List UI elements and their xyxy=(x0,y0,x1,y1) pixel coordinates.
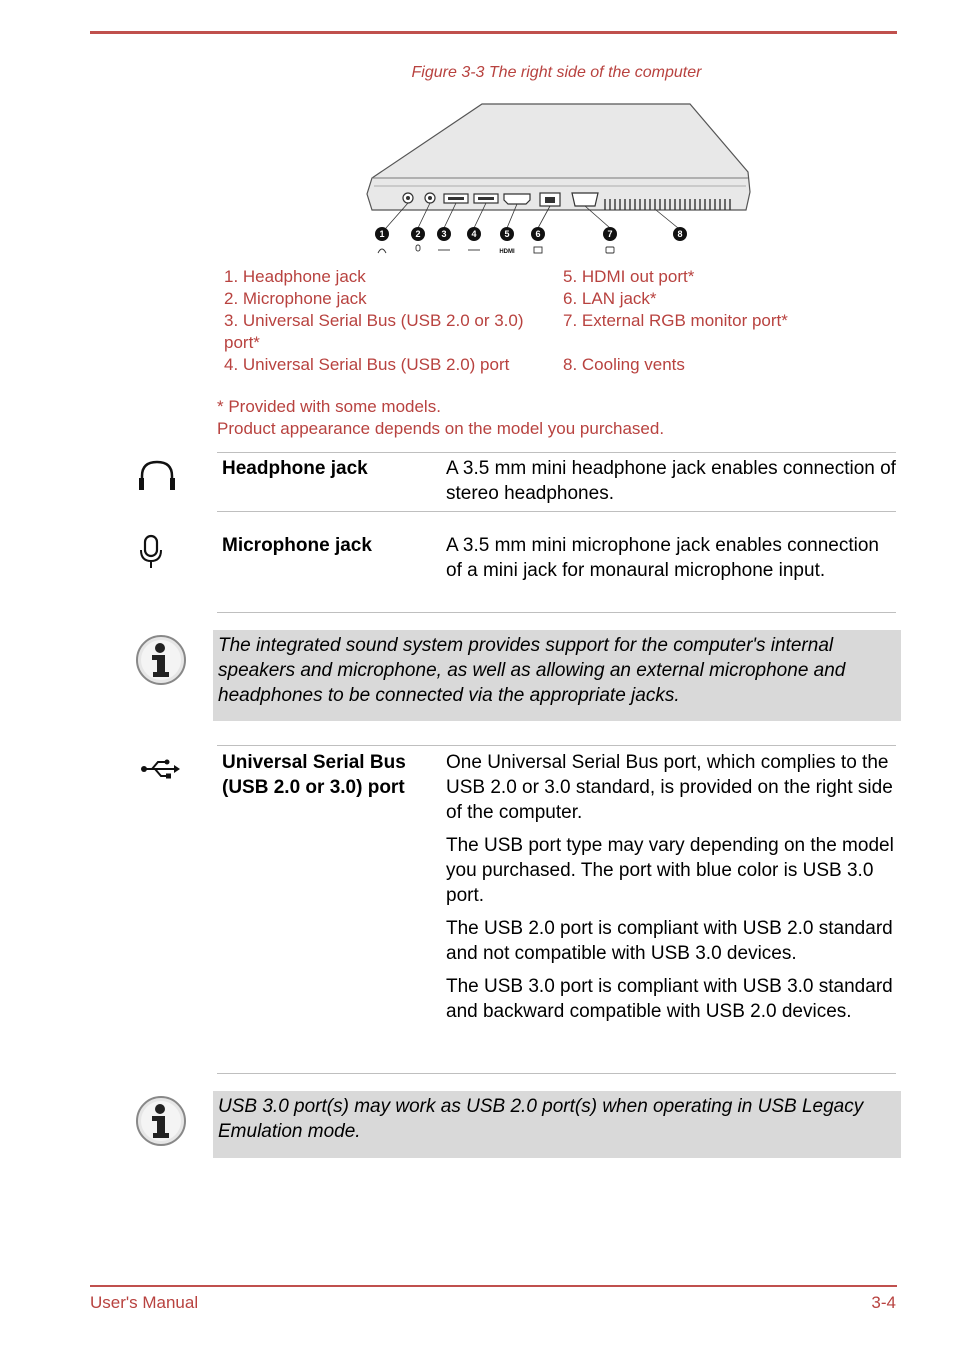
callout-3: 3 xyxy=(441,229,447,239)
usb-paragraph: One Universal Serial Bus port, which complies to the USB 2.0 or 3.0 standard, is provided on the right side of the computer. xyxy=(446,752,893,823)
legend-item: 7. External RGB monitor port* xyxy=(563,311,788,330)
legend-item: 4. Universal Serial Bus (USB 2.0) port xyxy=(224,355,510,374)
headphone-desc: A 3.5 mm mini headphone jack enables connection of stereo headphones. xyxy=(446,458,896,504)
models-note: * Provided with some models. xyxy=(217,397,441,416)
microphone-desc: A 3.5 mm mini microphone jack enables connection of a mini jack for monaural microphone input. xyxy=(446,535,880,581)
table-rule xyxy=(217,612,896,613)
note-box-usb-legacy: USB 3.0 port(s) may work as USB 2.0 port(s) when operating in USB Legacy Emulation mode. xyxy=(213,1091,901,1158)
legend-item: 3. Universal Serial Bus (USB 2.0 or 3.0) port* xyxy=(224,311,524,352)
legend-item: 6. LAN jack* xyxy=(563,289,657,308)
usb-icon xyxy=(140,758,180,780)
usb-desc xyxy=(446,750,896,1032)
appearance-note: Product appearance depends on the model you purchased. xyxy=(217,419,665,438)
figure-legend-right xyxy=(563,266,893,376)
figure-legend-left xyxy=(224,266,554,376)
table-rule xyxy=(217,745,896,746)
mini-lan-icon xyxy=(534,247,542,253)
legend-item: 8. Cooling vents xyxy=(563,355,685,374)
callout-1: 1 xyxy=(379,229,385,239)
microphone-icon xyxy=(138,534,164,570)
headphone-icon xyxy=(137,458,177,494)
footer-manual-title: User's Manual xyxy=(90,1293,199,1312)
usb-term xyxy=(222,750,406,800)
note-box-sound: The integrated sound system provides support for the computer's internal speakers and microphone, as well as allowing an external microphone and headphones to be connected via the appropriate jacks. xyxy=(213,630,901,721)
legend-item: 2. Microphone jack xyxy=(224,289,367,308)
usb-term-line-2: (USB 2.0 or 3.0) port xyxy=(222,777,405,798)
footer-page-number: 3-4 xyxy=(871,1293,896,1312)
callout-6: 6 xyxy=(535,229,541,239)
mini-microphone-icon xyxy=(416,245,420,251)
callout-8: 8 xyxy=(677,229,683,239)
table-rule xyxy=(217,1073,896,1074)
mini-monitor-icon xyxy=(606,247,614,253)
figure-notes xyxy=(217,396,664,440)
legend-item: 1. Headphone jack xyxy=(224,267,366,286)
info-icon xyxy=(135,1095,187,1147)
legend-item: 5. HDMI out port* xyxy=(563,267,695,286)
usb-paragraph: The USB 2.0 port is compliant with USB 2.0 standard and not compatible with USB 3.0 devices. xyxy=(446,918,893,964)
callout-2: 2 xyxy=(415,229,421,239)
usb-paragraph: The USB port type may vary depending on the model you purchased. The port with blue color is USB 3.0 port. xyxy=(446,835,894,906)
laptop-right-side-illustration xyxy=(360,100,760,260)
usb-term-line-1: Universal Serial Bus xyxy=(222,752,406,773)
callout-7: 7 xyxy=(607,229,613,239)
table-rule xyxy=(217,452,896,453)
hdmi-mark: HDMI xyxy=(499,249,515,255)
mini-headphone-icon xyxy=(378,249,386,253)
headphone-term: Headphone jack xyxy=(222,458,368,479)
figure-caption: Figure 3-3 The right side of the computer xyxy=(411,64,702,81)
microphone-term: Microphone jack xyxy=(222,535,372,556)
info-icon xyxy=(135,634,187,686)
table-rule xyxy=(217,511,896,512)
header-rule xyxy=(90,31,897,34)
footer-rule xyxy=(90,1285,897,1287)
usb-paragraph: The USB 3.0 port is compliant with USB 3.0 standard and backward compatible with USB 2.0 devices. xyxy=(446,976,893,1022)
callout-5: 5 xyxy=(504,229,510,239)
callout-4: 4 xyxy=(471,229,477,239)
